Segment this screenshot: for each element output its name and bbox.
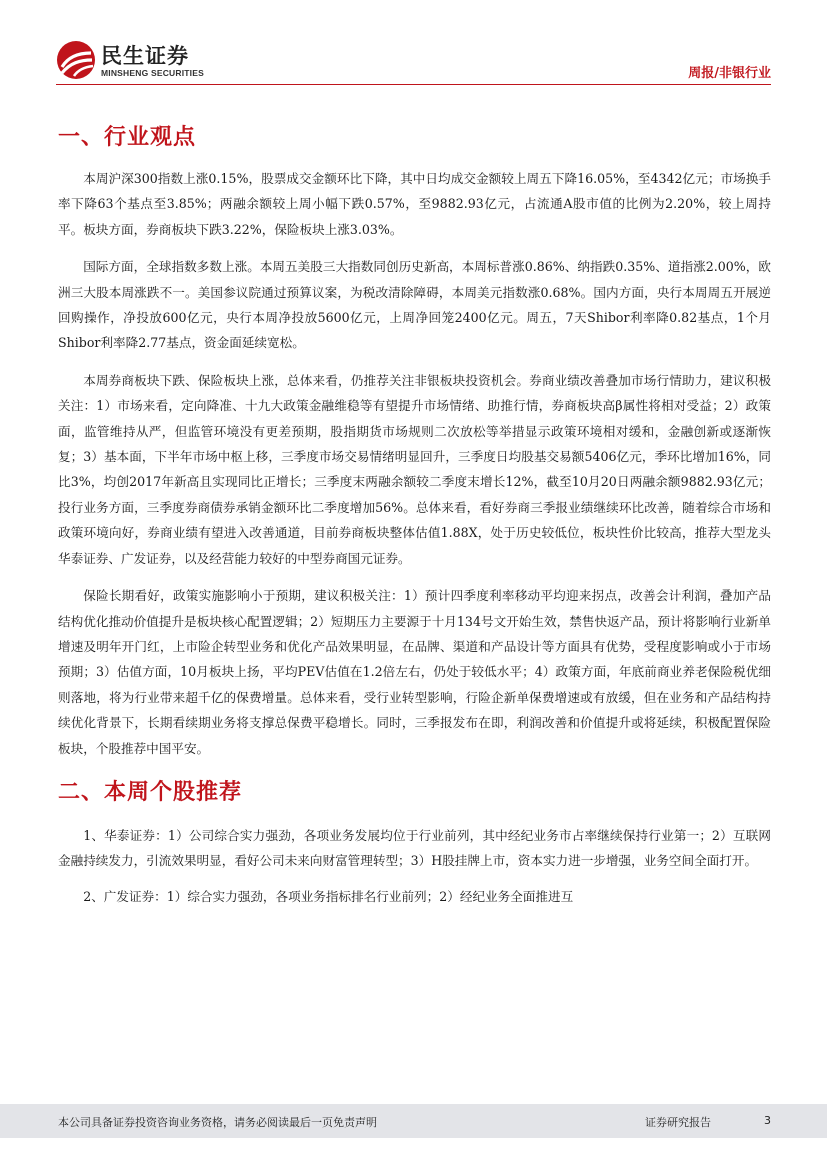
paragraph-pick-huatai: 1、华泰证券：1）公司综合实力强劲，各项业务发展均位于行业前列，其中经纪业务市占率继续保持行业第一；2）互联网金融持续发力，引流效果明显，看好公司未来向财富管理转型；3）H股挂牌上市，资本实力进一步增强，业务空间全面打开。 bbox=[58, 827, 771, 869]
paragraph-pick-gf: 2、广发证券：1）综合实力强劲，各项业务指标排名行业前列；2）经纪业务全面推进互 bbox=[83, 888, 574, 904]
page-header bbox=[0, 0, 827, 90]
page-number: 3 bbox=[764, 1114, 771, 1127]
logo-english-name: MINSHENG SECURITIES bbox=[101, 68, 204, 78]
report-type-label: 周报/非银行业 bbox=[688, 66, 771, 81]
footer-report-label: 证券研究报告 bbox=[645, 1116, 711, 1129]
section-industry-view bbox=[58, 166, 771, 761]
company-logo bbox=[56, 40, 246, 82]
paragraph-insurance: 保险长期看好，政策实施影响小于预期，建议积极关注：1）预计四季度利率移动平均迎来拐点，改善会计利润，叠加产品结构优化推动价值提升是板块核心配置逻辑；2）短期压力主要源于十月134号文开始生效，禁售快返产品，预计将影响行业新单增速及明年开门红，上市险企转型业务和优化产品效果明显，在品牌、渠道和产品设计等方面具有优势，受程度影响或小于市场预期；3）估值方面，10月板块上扬，平均PEV估值在1.2倍左右，仍处于较低水平；4）政策方面，年底前商业养老保险税优细则落地，将为行业带来超千亿的保费增量。总体来看，受行业转型影响，行险企新单保费增速或有放缓，但在业务和产品结构持续优化背景下，长期看续期业务将支撑总保费平稳增长。同时，三季报发布在即，利润改善和价值提升或将延续，积极配置保险板块，个股推荐中国平安。 bbox=[58, 588, 771, 756]
footer-disclaimer: 本公司具备证券投资咨询业务资格，请务必阅读最后一页免责声明 bbox=[58, 1116, 377, 1129]
section-title-industry-view: 一、行业观点 bbox=[58, 125, 197, 150]
paragraph-international: 国际方面，全球指数多数上涨。本周五美股三大指数同创历史新高，本周标普涨0.86%、纳指跌0.35%、道指涨2.00%，欧洲三大股本周涨跌不一。美国参议院通过预算议案，为税改清除障碍，本周美元指数涨0.68%。国内方面，央行本周周五开展逆回购操作，净投放600亿元，央行本周净投放5600亿元，上周净回笼2400亿元。周五，7天Shibor利率降0.82基点，1个月Shibor利率降2.77基点，资金面延续宽松。 bbox=[58, 259, 771, 351]
header-divider bbox=[56, 84, 771, 85]
page-footer bbox=[0, 1104, 827, 1138]
paragraph-brokerage: 本周券商板块下跌、保险板块上涨，总体来看，仍推荐关注非银板块投资机会。券商业绩改善叠加市场行情助力，建议积极关注：1）市场来看，定向降准、十九大政策金融维稳等有望提升市场情绪、助推行情，券商板块高β属性将相对受益；2）政策面，监管维持从严，但监管环境没有更差预期，股指期货市场规则二次放松等举措显示政策环境相对缓和，金融创新或逐渐恢复；3）基本面，下半年市场中枢上移，三季度市场交易情绪明显回升，三季度日均股基交易额5406亿元，季环比增加16%，同比3%，均创2017年新高且实现同比正增长；三季度末两融余额较二季度末增长12%，截至10月20日两融余额9882.93亿元；投行业务方面，三季度券商债券承销金额环比二季度增加56%。总体来看，看好券商三季报业绩继续环比改善，随着综合市场和政策环境向好，券商业绩有望进入改善通道，目前券商板块整体估值1.88X，处于历史较低位，板块性价比较高，推荐大型龙头华泰证券、广发证券，以及经营能力较好的中型券商国元证券。 bbox=[58, 372, 771, 566]
report-body bbox=[58, 118, 771, 919]
paragraph-market-overview: 本周沪深300指数上涨0.15%，股票成交金额环比下降，其中日均成交金额较上周五下降16.05%，至4342亿元；市场换手率下降63个基点至3.85%；两融余额较上周小幅下跌0.57%，至9882.93亿元，占流通A股市值的比例为2.20%，较上周持平。板块方面，券商板块下跌3.22%，保险板块上涨3.03%。 bbox=[58, 171, 771, 237]
section-stock-picks bbox=[58, 823, 771, 909]
minsheng-logo-icon bbox=[56, 40, 96, 80]
section-title-stock-picks: 二、本周个股推荐 bbox=[58, 779, 243, 805]
logo-chinese-name: 民生证券 bbox=[101, 44, 189, 68]
